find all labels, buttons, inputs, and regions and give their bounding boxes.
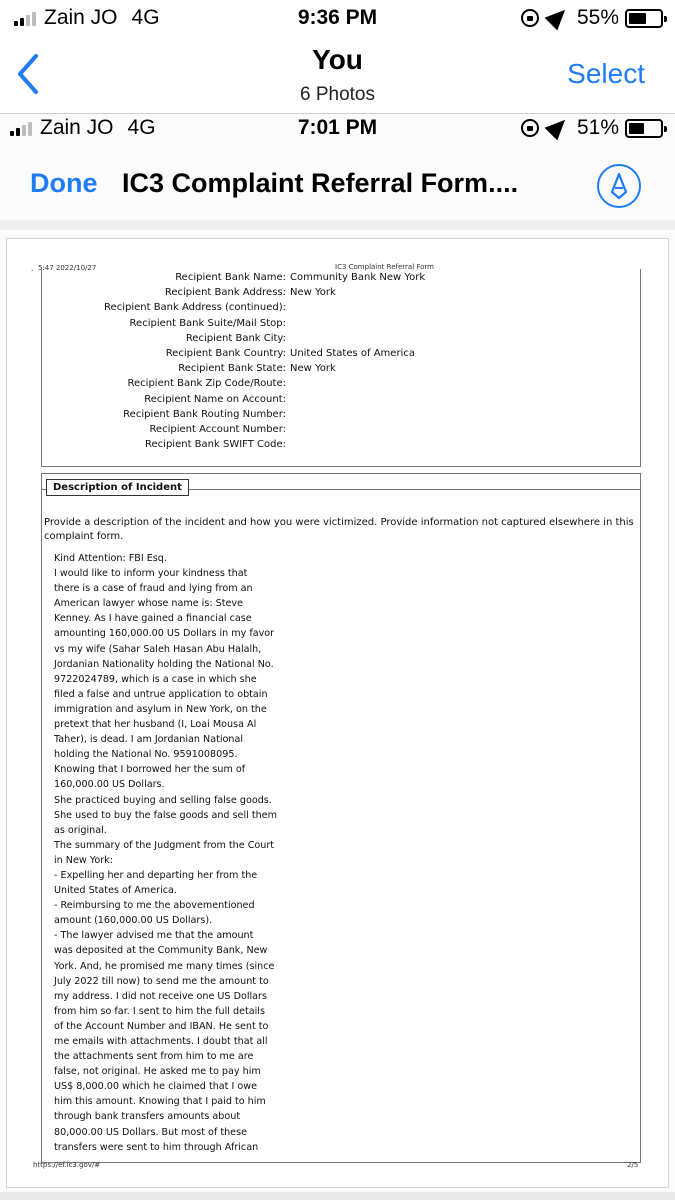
narrative-line: pretext that her husband (I, Loai Mousa Al bbox=[54, 719, 257, 731]
incident-prompt: Provide a description of the incident and how you were victimized. Provide information not captured elsewhere in this complaint form. bbox=[44, 517, 634, 542]
bank-field-value: New York bbox=[290, 363, 336, 375]
narrative-line: Jordanian Nationality holding the National No. bbox=[54, 658, 274, 670]
recipient-bank-section bbox=[41, 269, 641, 467]
narrative-line: She practiced buying and selling false goods. bbox=[54, 794, 272, 806]
narrative-line: Kind Attention: FBI Esq. bbox=[54, 553, 167, 564]
page-footer-url: https://ef.ic3.gov/# bbox=[33, 1161, 101, 1169]
narrative-line: transfers were sent to him through African bbox=[54, 1141, 259, 1153]
bank-field-label: Recipient Bank Zip Code/Route: bbox=[127, 378, 286, 390]
narrative-line: me emails with attachments. I doubt that all bbox=[54, 1036, 268, 1047]
narrative-line: vs my wife (Sahar Saleh Hasan Abu Halalh, bbox=[54, 643, 262, 655]
rotation-lock-icon bbox=[521, 9, 539, 27]
narrative-line: of the Account Number and IBAN. He sent to bbox=[54, 1020, 269, 1032]
document-nav-bar bbox=[0, 154, 675, 218]
battery-percent: 55% bbox=[576, 6, 619, 29]
battery-icon bbox=[625, 119, 663, 138]
status-time: 7:01 PM bbox=[297, 116, 378, 139]
narrative-line: filed a false and untrue application to obtain bbox=[54, 688, 268, 700]
select-button[interactable]: Select bbox=[567, 58, 645, 89]
narrative-line: amounting 160,000.00 US Dollars in my favor bbox=[54, 628, 275, 640]
narrative-line: him this amount. Knowing that I paid to him bbox=[54, 1096, 266, 1108]
carrier-name: Zain JO bbox=[40, 116, 114, 139]
narrative-line: American lawyer whose name is: Steve bbox=[54, 598, 243, 610]
bank-field-label: Recipient Bank City: bbox=[185, 332, 286, 344]
narrative-line: through bank transfers amounts about bbox=[54, 1111, 241, 1123]
document-page bbox=[6, 238, 669, 1188]
narrative-line: York. And, he promised me many times (since bbox=[54, 960, 275, 972]
carrier-name: Zain JO bbox=[44, 6, 118, 29]
narrative-line: United States of America. bbox=[54, 885, 177, 897]
outer-status-bar bbox=[0, 0, 675, 38]
bank-field-label: Recipient Account Number: bbox=[149, 424, 286, 435]
network-type: 4G bbox=[127, 116, 156, 139]
bank-field-label: Recipient Bank Address (continued): bbox=[104, 302, 286, 314]
narrative-line: - Reimbursing to me the abovementioned bbox=[54, 900, 255, 912]
bank-field-label: Recipient Bank Name: bbox=[175, 272, 286, 283]
photo-content bbox=[0, 114, 675, 1200]
done-button[interactable]: Done bbox=[30, 168, 98, 198]
document-title: IC3 Complaint Referral Form.... bbox=[122, 168, 519, 198]
bank-field-value: United States of America bbox=[290, 348, 415, 359]
narrative-line: Taher), is dead. I am Jordanian National bbox=[54, 734, 244, 746]
narrative-line: 80,000.00 US Dollars. But most of these bbox=[54, 1126, 247, 1138]
bank-field-label: Recipient Bank Suite/Mail Stop: bbox=[129, 317, 286, 329]
incident-narrative bbox=[54, 551, 304, 1155]
page-header-title: IC3 Complaint Referral Form bbox=[335, 263, 435, 271]
narrative-line: She used to buy the false goods and sell them bbox=[54, 809, 277, 821]
album-title: You bbox=[312, 44, 363, 75]
photo-count: 6 Photos bbox=[300, 84, 375, 105]
inner-status-bar bbox=[0, 114, 675, 144]
narrative-line: holding the National No. 9591008095. bbox=[54, 749, 238, 761]
narrative-line: the attachments sent from him to me are bbox=[54, 1051, 254, 1063]
narrative-line: - The lawyer advised me that the amount bbox=[54, 930, 254, 942]
location-arrow-icon bbox=[545, 4, 572, 31]
narrative-line: US$ 8,000.00 which he claimed that I owe bbox=[54, 1081, 257, 1093]
battery-icon bbox=[625, 9, 663, 28]
narrative-line: amount (160,000.00 US Dollars). bbox=[54, 915, 213, 927]
photos-nav-bar bbox=[0, 38, 675, 114]
bank-field-label: Recipient Bank Routing Number: bbox=[123, 408, 286, 420]
next-page-edge bbox=[0, 1192, 675, 1200]
narrative-line: Kenney. As I have gained a financial case bbox=[54, 613, 252, 625]
incident-section bbox=[41, 473, 641, 1163]
bank-field-label: Recipient Bank Country: bbox=[165, 348, 286, 359]
narrative-line: 9722024789, which is a case in which she bbox=[54, 673, 257, 685]
narrative-line: there is a case of fraud and lying from an bbox=[54, 583, 253, 595]
narrative-line: immigration and asylum in New York, on the bbox=[54, 703, 267, 715]
narrative-line: Knowing that I borrowed her the sum of bbox=[54, 764, 246, 776]
bank-field-label: Recipient Name on Account: bbox=[144, 393, 286, 405]
bank-field-label: Recipient Bank SWIFT Code: bbox=[145, 439, 286, 451]
network-type: 4G bbox=[131, 6, 160, 29]
bank-field-value: Community Bank New York bbox=[290, 272, 426, 283]
page-number: 2/5 bbox=[627, 1161, 639, 1169]
narrative-line: I would like to inform your kindness that bbox=[54, 568, 248, 580]
sheet-edge bbox=[0, 220, 675, 230]
battery-percent: 51% bbox=[576, 116, 619, 139]
narrative-line: from him so far. I sent to him the full details bbox=[54, 1005, 265, 1017]
narrative-line: false, not original. He asked me to pay him bbox=[54, 1066, 261, 1078]
narrative-line: The summary of the Judgment from the Court bbox=[54, 839, 275, 851]
bank-field-label: Recipient Bank Address: bbox=[164, 287, 286, 299]
narrative-line: my address. I did not receive one US Dollars bbox=[54, 990, 267, 1002]
narrative-line: - Expelling her and departing her from the bbox=[54, 869, 258, 881]
location-arrow-icon bbox=[545, 114, 572, 140]
incident-heading: Description of Incident bbox=[46, 479, 189, 496]
status-time: 9:36 PM bbox=[297, 6, 378, 29]
page-header-date: ，5:47 2022/10/27 bbox=[31, 264, 97, 272]
markup-button[interactable] bbox=[597, 164, 641, 208]
bank-field-label: Recipient Bank State: bbox=[178, 363, 286, 375]
rotation-lock-icon bbox=[521, 119, 539, 137]
narrative-line: was deposited at the Community Bank, New bbox=[54, 945, 268, 957]
narrative-line: in New York: bbox=[54, 854, 113, 866]
markup-pen-icon bbox=[608, 172, 630, 200]
bank-field-value: New York bbox=[290, 287, 336, 299]
narrative-line: 160,000.00 US Dollars. bbox=[54, 779, 165, 791]
narrative-line: July 2022 till now) to send me the amount to bbox=[54, 975, 269, 987]
narrative-line: as original. bbox=[54, 824, 107, 836]
